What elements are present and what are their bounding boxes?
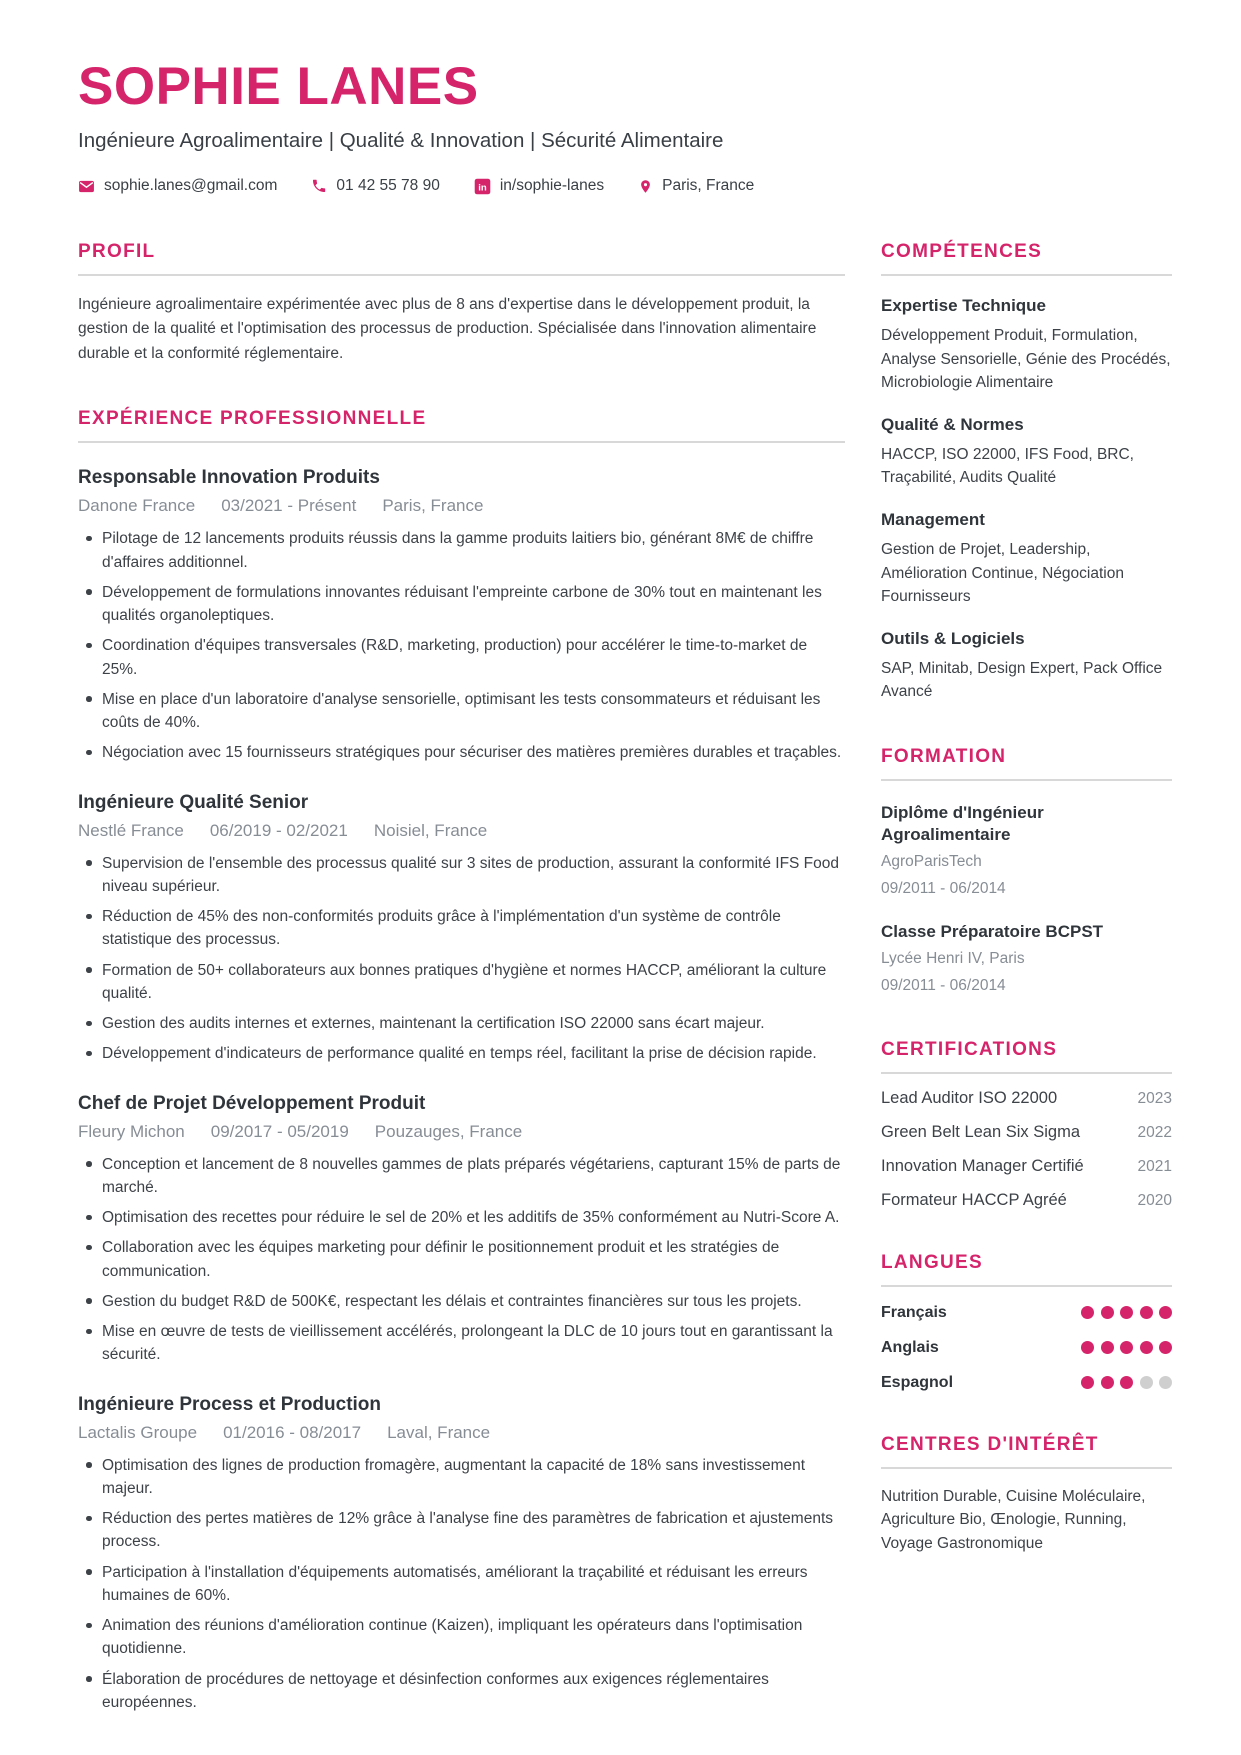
job-bullet: Optimisation des lignes de production fromagère, augmentant la capacité de 18% sans investissement majeur.	[78, 1454, 845, 1501]
level-dot	[1120, 1341, 1133, 1354]
certification-name: Formateur HACCP Agréé	[881, 1190, 1067, 1209]
job-company: Danone France	[78, 496, 196, 516]
job-meta	[78, 821, 845, 841]
interets-text: Nutrition Durable, Cuisine Moléculaire, Agriculture Bio, Œnologie, Running, Voyage Gastronomique	[881, 1487, 1146, 1552]
job-title: Ingénieure Process et Production	[78, 1393, 382, 1415]
certification-row	[881, 1157, 1172, 1176]
level-dot	[1081, 1376, 1094, 1389]
candidate-tagline: Ingénieure Agroalimentaire | Qualité & Innovation | Sécurité Alimentaire	[78, 129, 724, 152]
section-certifications	[881, 1039, 1172, 1210]
education-dates: 09/2011 - 06/2014	[881, 976, 1006, 994]
school-name: AgroParisTech	[881, 853, 982, 871]
job-list	[78, 467, 845, 1714]
school-name: Lycée Henri IV, Paris	[881, 949, 1025, 967]
email-icon	[78, 178, 95, 195]
skill-group	[881, 414, 1172, 490]
job-bullet: Développement d'indicateurs de performance qualité en temps réel, facilitant la prise de décision rapide.	[78, 1042, 845, 1065]
level-dot	[1159, 1306, 1172, 1319]
svg-text:in: in	[478, 181, 487, 193]
certification-year: 2022	[1137, 1123, 1172, 1141]
job-bullet: Réduction de 45% des non-conformités produits grâce à l'implémentation d'un système de contrôle statistique des processus.	[78, 905, 845, 952]
section-formation	[881, 746, 1172, 997]
level-dot	[1101, 1376, 1114, 1389]
job-bullet: Gestion du budget R&D de 500K€, respectant les délais et contraintes financières sur tous les projets.	[78, 1290, 845, 1313]
contact-text: sophie.lanes@gmail.com	[104, 177, 278, 194]
language-level	[1081, 1306, 1172, 1319]
job-bullets	[78, 527, 845, 764]
contact-location	[638, 177, 754, 195]
contact-text: in/sophie-lanes	[499, 177, 605, 194]
skill-group-items: Gestion de Projet, Leadership, Amélioration Continue, Négociation Fournisseurs	[881, 541, 1124, 606]
job-title: Responsable Innovation Produits	[78, 467, 380, 489]
degree-title: Diplôme d'Ingénieur Agroalimentaire	[881, 802, 1044, 844]
certification-year: 2021	[1137, 1157, 1172, 1175]
section-langues	[881, 1252, 1172, 1392]
job-entry	[78, 467, 845, 764]
section-interets	[881, 1434, 1172, 1556]
language-row	[881, 1374, 1172, 1392]
job-bullet: Collaboration avec les équipes marketing pour définir le positionnement produit et les stratégies de communication.	[78, 1236, 845, 1283]
skill-group-items: HACCP, ISO 22000, IFS Food, BRC, Traçabilité, Audits Qualité	[881, 445, 1134, 487]
sidebar-column	[881, 241, 1172, 1714]
skill-group-title: Management	[881, 509, 985, 529]
level-dot	[1101, 1306, 1114, 1319]
level-dot	[1081, 1306, 1094, 1319]
job-bullet: Formation de 50+ collaborateurs aux bonnes pratiques d'hygiène et normes HACCP, améliorant la culture qualité.	[78, 959, 845, 1006]
skill-group-title: Outils & Logiciels	[881, 628, 1025, 648]
langues-section-title: LANGUES	[881, 1252, 1172, 1287]
degree-title: Classe Préparatoire BCPST	[881, 921, 1104, 941]
level-dot	[1140, 1376, 1153, 1389]
job-title: Chef de Projet Développement Produit	[78, 1092, 426, 1114]
job-bullet: Réduction des pertes matières de 12% grâce à l'analyse fine des paramètres de fabrication et ajustements process.	[78, 1507, 845, 1554]
level-dot	[1159, 1376, 1172, 1389]
skill-group-title: Expertise Technique	[881, 296, 1047, 315]
certification-name: Green Belt Lean Six Sigma	[881, 1122, 1081, 1141]
job-bullet: Coordination d'équipes transversales (R&D, marketing, production) pour accélérer le time-to-market de 25%.	[78, 634, 845, 681]
level-dot	[1140, 1306, 1153, 1319]
certification-year: 2023	[1137, 1089, 1172, 1107]
job-entry	[78, 1093, 845, 1367]
job-dates: 06/2019 - 02/2021	[209, 820, 348, 840]
education-entry	[881, 802, 1172, 900]
language-name: Français	[881, 1303, 947, 1321]
job-location: Noisiel, France	[373, 820, 488, 840]
job-entry	[78, 1394, 845, 1715]
skill-group-items: SAP, Minitab, Design Expert, Pack Office Avancé	[881, 659, 1163, 701]
language-name: Espagnol	[881, 1373, 954, 1391]
certification-row	[881, 1123, 1172, 1142]
contact-text: 01 42 55 78 90	[336, 177, 440, 194]
language-level	[1081, 1376, 1172, 1389]
job-bullet: Élaboration de procédures de nettoyage et désinfection conformes aux exigences réglementaires européennes.	[78, 1668, 845, 1715]
job-bullet: Supervision de l'ensemble des processus qualité sur 3 sites de production, assurant la conformité IFS Food niveau supérieur.	[78, 852, 845, 899]
job-company: Fleury Michon	[78, 1121, 185, 1141]
job-bullet: Animation des réunions d'amélioration continue (Kaizen), impliquant les opérateurs dans l'optimisation quotidienne.	[78, 1614, 845, 1661]
contact-email	[78, 177, 277, 195]
certification-row	[881, 1089, 1172, 1108]
linkedin-icon	[474, 178, 491, 195]
job-bullet: Négociation avec 15 fournisseurs stratégiques pour sécuriser des matières premières durables et traçables.	[78, 741, 845, 764]
level-dot	[1081, 1341, 1094, 1354]
level-dot	[1159, 1341, 1172, 1354]
job-company: Nestlé France	[78, 820, 184, 840]
certifications-section-title: CERTIFICATIONS	[881, 1039, 1172, 1074]
language-row	[881, 1339, 1172, 1357]
job-bullet: Optimisation des recettes pour réduire le sel de 20% et les additifs de 35% conformément au Nutri-Score A.	[78, 1206, 845, 1229]
level-dot	[1120, 1306, 1133, 1319]
job-company: Lactalis Groupe	[78, 1422, 198, 1442]
job-bullets	[78, 1153, 845, 1367]
job-bullets	[78, 1454, 845, 1715]
level-dot	[1120, 1376, 1133, 1389]
job-location: Paris, France	[382, 496, 484, 516]
candidate-name: SOPHIE LANES	[78, 57, 479, 116]
skill-group	[881, 509, 1172, 609]
certification-name: Innovation Manager Certifié	[881, 1156, 1084, 1175]
interets-section-title: CENTRES D'INTÉRÊT	[881, 1434, 1172, 1469]
education-dates: 09/2011 - 06/2014	[881, 879, 1006, 897]
job-location: Laval, France	[387, 1422, 491, 1442]
main-column	[78, 241, 845, 1714]
job-meta	[78, 496, 845, 516]
job-bullet: Conception et lancement de 8 nouvelles gammes de plats préparés végétariens, capturant 15% de parts de marché.	[78, 1153, 845, 1200]
formation-section-title: FORMATION	[881, 746, 1172, 781]
level-dot	[1101, 1341, 1114, 1354]
language-list	[881, 1304, 1172, 1392]
job-dates: 09/2017 - 05/2019	[210, 1121, 349, 1141]
language-row	[881, 1304, 1172, 1322]
job-title: Ingénieure Qualité Senior	[78, 791, 309, 813]
section-profil	[78, 241, 845, 366]
competences-section-title: COMPÉTENCES	[881, 241, 1172, 276]
job-entry	[78, 792, 845, 1066]
profil-section-title: PROFIL	[78, 241, 845, 276]
job-bullet: Mise en œuvre de tests de vieillissement accélérés, prolongeant la DLC de 10 jours tout en garantissant la sécurité.	[78, 1320, 845, 1367]
education-list	[881, 802, 1172, 997]
job-bullet: Pilotage de 12 lancements produits réussis dans la gamme produits laitiers bio, générant 8M€ de chiffre d'affaires additionnel.	[78, 527, 845, 574]
language-level	[1081, 1341, 1172, 1354]
skill-group-items: Développement Produit, Formulation, Analyse Sensorielle, Génie des Procédés, Microbiologie Alimentaire	[881, 327, 1171, 392]
skill-group	[881, 628, 1172, 704]
education-entry	[881, 921, 1172, 997]
job-dates: 03/2021 - Présent	[221, 496, 357, 516]
skill-group	[881, 295, 1172, 395]
job-meta	[78, 1423, 845, 1443]
experience-section-title: EXPÉRIENCE PROFESSIONNELLE	[78, 408, 845, 443]
job-bullet: Développement de formulations innovantes réduisant l'empreinte carbone de 30% tout en maintenant les qualités organoleptiques.	[78, 581, 845, 628]
resume-header	[78, 57, 1172, 195]
certification-row	[881, 1191, 1172, 1210]
resume-body	[78, 241, 1172, 1714]
certification-list	[881, 1089, 1172, 1210]
location-icon	[638, 178, 653, 195]
contact-row	[78, 177, 1172, 195]
contact-linkedin	[474, 177, 604, 195]
certification-year: 2020	[1137, 1191, 1172, 1209]
section-competences	[881, 241, 1172, 704]
job-bullets	[78, 852, 845, 1066]
contact-text: Paris, France	[662, 177, 755, 194]
language-name: Anglais	[881, 1338, 939, 1356]
skill-group-title: Qualité & Normes	[881, 414, 1024, 434]
job-meta	[78, 1122, 845, 1142]
contact-phone	[311, 177, 439, 195]
section-experience	[78, 408, 845, 1714]
profil-text: Ingénieure agroalimentaire expérimentée avec plus de 8 ans d'expertise dans le développement produit, la gestion de la qualité et l'optimisation des processus de production. Spécialisée dans l'innovation alimentaire durable et la conformité réglementaire.	[78, 296, 817, 362]
phone-icon	[311, 178, 327, 194]
skill-group-list	[881, 295, 1172, 704]
certification-name: Lead Auditor ISO 22000	[881, 1088, 1058, 1107]
job-bullet: Gestion des audits internes et externes, maintenant la certification ISO 22000 sans écart majeur.	[78, 1012, 845, 1035]
job-dates: 01/2016 - 08/2017	[223, 1422, 362, 1442]
job-bullet: Mise en place d'un laboratoire d'analyse sensorielle, optimisant les tests consommateurs et réduisant les coûts de 40%.	[78, 688, 845, 735]
level-dot	[1140, 1341, 1153, 1354]
job-location: Pouzauges, France	[374, 1121, 523, 1141]
job-bullet: Participation à l'installation d'équipements automatisés, améliorant la traçabilité et réduisant les erreurs humaines de 60%.	[78, 1561, 845, 1608]
